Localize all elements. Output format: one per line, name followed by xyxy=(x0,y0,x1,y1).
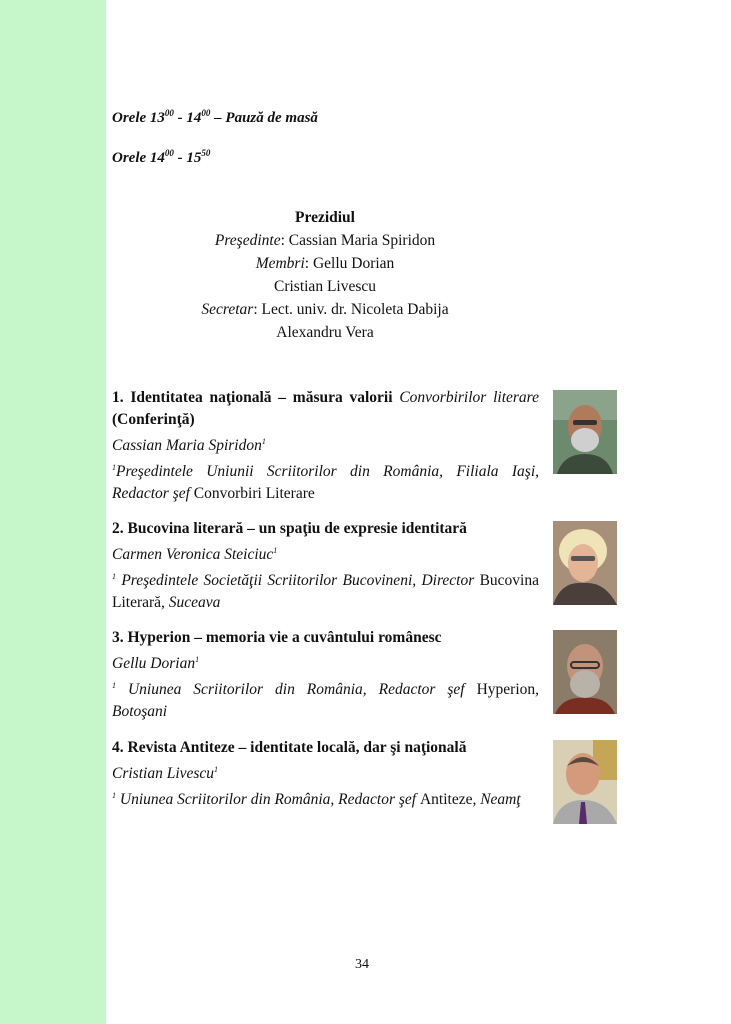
speaker-photo-2 xyxy=(553,521,617,605)
presidium-heading: Prezidiul xyxy=(295,209,355,226)
talk-title: 4. Revista Antiteze – identitate locală, dar şi naţională xyxy=(112,739,467,756)
page-number: 34 xyxy=(355,957,369,972)
talk-author: Carmen Veronica Steiciuc$^1$ xyxy=(112,546,278,563)
talk-author: Gellu Dorian$^1$ xyxy=(112,655,200,672)
session-time: Orele $14^{00} - 15^{50}$ xyxy=(112,148,211,166)
presidium-block xyxy=(112,206,538,344)
secretary-line: Secretar: Lect. univ. dr. Nicoleta Dabija xyxy=(201,301,449,318)
side-color-band xyxy=(0,0,106,1024)
speaker-photo-1 xyxy=(553,390,617,474)
member-2: Cristian Livescu xyxy=(273,278,377,295)
talk-title: 1. Identitatea naţională – măsura valorii Convorbirilor literare (Conferinţă) xyxy=(112,389,539,428)
talk-affiliation: $^1$ Uniunea Scriitorilor din România, Redactor şef Hyperion, Botoşani xyxy=(112,681,539,720)
lunch-break-time: Orele $13^{00} - 14^{00}$ – Pauză de masă xyxy=(112,108,318,126)
talk-title: 2. Bucovina literară – un spaţiu de expresie identitară xyxy=(112,520,467,537)
talk-item-3 xyxy=(112,627,539,723)
talk-author: Cristian Livescu$^1$ xyxy=(112,765,219,782)
talk-affiliation: $^1$ Preşedintele Societăţii Scriitorilor Bucovineni, Director Bucovina Literară, Suceava xyxy=(112,572,539,611)
members-line: Membri: Gellu Dorian xyxy=(255,255,395,272)
talk-item-1 xyxy=(112,387,539,505)
talk-affiliation: $^1$Preşedintele Uniunii Scriitorilor din România, Filiala Iaşi, Redactor şef Convorbiri Literare xyxy=(112,463,539,502)
talk-item-2 xyxy=(112,518,539,614)
talk-affiliation: $^1$ Uniunea Scriitorilor din România, Redactor şef Antiteze, Neamţ xyxy=(112,791,521,808)
talk-item-4 xyxy=(112,737,539,811)
talk-author: Cassian Maria Spiridon$^1$ xyxy=(112,437,266,454)
speaker-photo-3 xyxy=(553,630,617,714)
speaker-photo-4 xyxy=(553,740,617,824)
president-line: Preşedinte: Cassian Maria Spiridon xyxy=(214,232,436,249)
secretary-2: Alexandru Vera xyxy=(276,324,374,341)
talk-title: 3. Hyperion – memoria vie a cuvântului românesc xyxy=(112,629,442,646)
